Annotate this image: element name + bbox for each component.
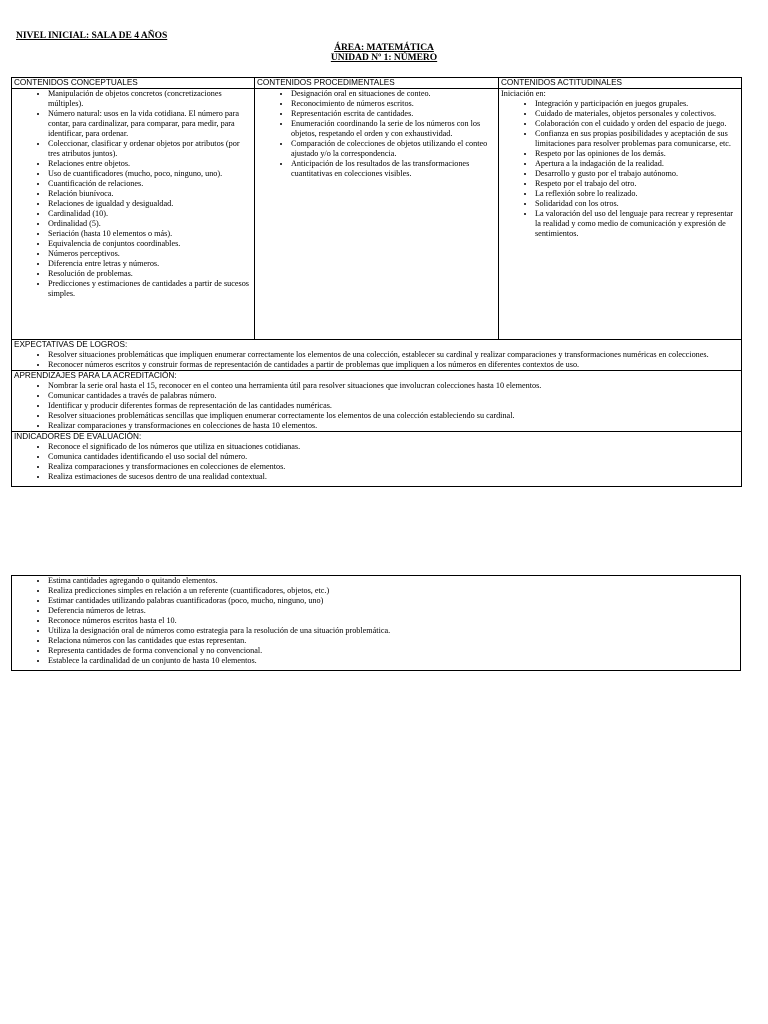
list-item: • Relaciones entre objetos. <box>48 159 252 169</box>
list-item: • Establece la cardinalidad de un conjunto de hasta 10 elementos. <box>48 656 738 666</box>
learning-row <box>12 371 742 432</box>
conceptual-header: CONTENIDOS CONCEPTUALES <box>12 78 255 89</box>
list-item: • Ordinalidad (5). <box>48 219 252 229</box>
list-item: • Nombrar la serie oral hasta el 15, reconocer en el conteo una herramienta útil para resolver situaciones que involucran colecciones hasta 10 elementos. <box>48 381 739 391</box>
attitudinal-header: CONTENIDOS ACTITUDINALES <box>499 78 742 89</box>
indicators-cell <box>12 432 742 487</box>
planning-table <box>11 77 742 487</box>
conceptual-list <box>14 89 252 299</box>
expectations-cell <box>12 340 742 371</box>
list-item: • La reflexión sobre lo realizado. <box>535 189 739 199</box>
list-item: • Utiliza la designación oral de números como estrategia para la resolución de una situación problemática. <box>48 626 738 636</box>
procedural-list <box>257 89 496 179</box>
list-item: • Relación biunívoca. <box>48 189 252 199</box>
conceptual-cell <box>12 89 255 340</box>
continuation-table <box>11 575 741 671</box>
list-item: • Seriación (hasta 10 elementos o más). <box>48 229 252 239</box>
list-item: • Relaciones de igualdad y desigualdad. <box>48 199 252 209</box>
expectations-title: EXPECTATIVAS DE LOGROS: <box>14 340 128 349</box>
list-item: • Cuidado de materiales, objetos personales y colectivos. <box>535 109 739 119</box>
list-item: • Apertura a la indagación de la realidad. <box>535 159 739 169</box>
list-item: • Cuantificación de relaciones. <box>48 179 252 189</box>
list-item: • Realiza comparaciones y transformaciones en colecciones de elementos. <box>48 462 739 472</box>
learning-list <box>14 381 739 431</box>
list-item: • Desarrollo y gusto por el trabajo autónomo. <box>535 169 739 179</box>
list-item: • Identificar y producir diferentes formas de representación de las cantidades numéricas. <box>48 401 739 411</box>
continuation-list <box>14 576 738 666</box>
list-item: • Resolver situaciones problemáticas que impliquen enumerar correctamente los elementos de una colección, establecer su cardinal y realizar comparaciones y transformaciones numéricas en colecciones. <box>48 350 739 360</box>
column-header-row <box>12 78 742 89</box>
list-item: • Coleccionar, clasificar y ordenar objetos por atributos (por tres atributos juntos). <box>48 139 252 159</box>
list-item: • Uso de cuantificadores (mucho, poco, ninguno, uno). <box>48 169 252 179</box>
expectations-list <box>14 350 739 370</box>
list-item: • Reconocer números escritos y construir formas de representación de cantidades a partir de problemas que impliquen a los números en diferentes contextos de uso. <box>48 360 739 370</box>
list-item: • Realizar comparaciones y transformaciones en colecciones de hasta 10 elementos. <box>48 421 739 431</box>
list-item: • Anticipación de los resultados de las transformaciones cuantitativas en colecciones visibles. <box>291 159 496 179</box>
level-heading: NIVEL INICIAL: SALA DE 4 AÑOS <box>16 31 168 41</box>
list-item: • Estima cantidades agregando o quitando elementos. <box>48 576 738 586</box>
list-item: • Confianza en sus propias posibilidades y aceptación de sus limitaciones para resolver problemas para comunicarse, etc. <box>535 129 739 149</box>
indicators-title: INDICADORES DE EVALUACIÓN: <box>14 432 142 441</box>
learning-cell <box>12 371 742 432</box>
list-item: • Equivalencia de conjuntos coordinables. <box>48 239 252 249</box>
list-item: • Colaboración con el cuidado y orden del espacio de juego. <box>535 119 739 129</box>
list-item: • La valoración del uso del lenguaje para recrear y representar la realidad y como medio de comunicación y expresión de sentimientos. <box>535 209 739 239</box>
continuation-cell <box>12 576 741 671</box>
list-item: • Cardinalidad (10). <box>48 209 252 219</box>
list-item: • Resolución de problemas. <box>48 269 252 279</box>
list-item: • Designación oral en situaciones de conteo. <box>291 89 496 99</box>
expectations-row <box>12 340 742 371</box>
list-item: • Reconoce el significado de los números que utiliza en situaciones cotidianas. <box>48 442 739 452</box>
list-item: • Enumeración coordinando la serie de los números con los objetos, respetando el orden y con exhaustividad. <box>291 119 496 139</box>
list-item: • Reconocimiento de números escritos. <box>291 99 496 109</box>
attitudinal-cell <box>499 89 742 340</box>
area-heading: ÁREA: MATEMÁTICA <box>334 43 434 53</box>
list-item: • Manipulación de objetos concretos (concretizaciones múltiples). <box>48 89 252 109</box>
list-item: • Número natural: usos en la vida cotidiana. El número para contar, para cardinalizar, para comparar, para medir, para identificar, para ordenar. <box>48 109 252 139</box>
list-item: • Integración y participación en juegos grupales. <box>535 99 739 109</box>
list-item: • Números perceptivos. <box>48 249 252 259</box>
list-item: • Deferencia números de letras. <box>48 606 738 616</box>
list-item: • Estimar cantidades utilizando palabras cuantificadoras (poco, mucho, ninguno, uno) <box>48 596 738 606</box>
list-item: • Representación escrita de cantidades. <box>291 109 496 119</box>
list-item: • Resolver situaciones problemáticas sencillas que impliquen enumerar correctamente los elementos de una colección estableciendo su cardinal. <box>48 411 739 421</box>
indicators-list <box>14 442 739 482</box>
procedural-cell <box>255 89 499 340</box>
unit-heading: UNIDAD Nº 1: NÚMERO <box>330 53 438 63</box>
list-item: • Respeto por las opiniones de los demás. <box>535 149 739 159</box>
list-item: • Predicciones y estimaciones de cantidades a partir de sucesos simples. <box>48 279 252 299</box>
indicators-row <box>12 432 742 487</box>
list-item: • Realiza predicciones simples en relación a un referente (cuantificadores, objetos, etc.) <box>48 586 738 596</box>
list-item: • Solidaridad con los otros. <box>535 199 739 209</box>
list-item: • Comparación de colecciones de objetos utilizando el conteo ajustado y/o la correspondencia. <box>291 139 496 159</box>
list-item: • Relaciona números con las cantidades que estas representan. <box>48 636 738 646</box>
learning-title: APRENDIZAJES PARA LA ACREDITACIÓN: <box>14 371 177 380</box>
list-item: • Reconoce números escritos hasta el 10. <box>48 616 738 626</box>
list-item: • Realiza estimaciones de sucesos dentro de una realidad contextual. <box>48 472 739 482</box>
list-item: • Comunicar cantidades a través de palabras número. <box>48 391 739 401</box>
list-item: • Representa cantidades de forma convencional y no convencional. <box>48 646 738 656</box>
contents-row <box>12 89 742 340</box>
attitudinal-intro: Iniciación en: <box>501 89 546 98</box>
continuation-row <box>12 576 741 671</box>
attitudinal-list <box>501 99 739 239</box>
list-item: • Diferencia entre letras y números. <box>48 259 252 269</box>
list-item: • Respeto por el trabajo del otro. <box>535 179 739 189</box>
list-item: • Comunica cantidades identificando el uso social del número. <box>48 452 739 462</box>
procedural-header: CONTENIDOS PROCEDIMENTALES <box>255 78 499 89</box>
